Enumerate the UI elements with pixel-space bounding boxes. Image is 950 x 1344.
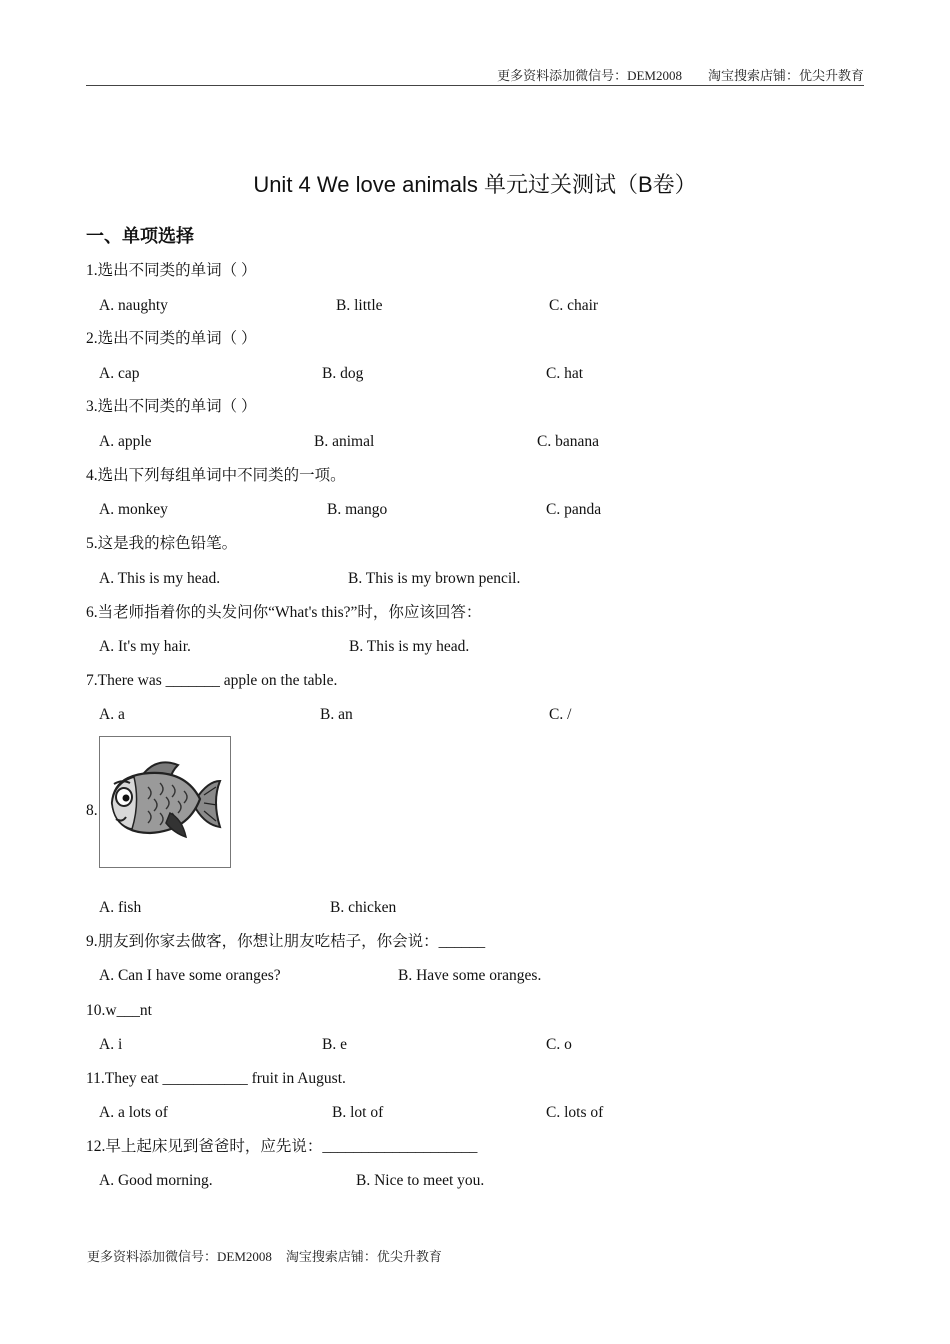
q12-option-a[interactable]: A. Good morning. — [99, 1172, 213, 1189]
q3-option-c[interactable]: C. banana — [537, 433, 599, 450]
q10-option-a[interactable]: A. i — [99, 1036, 123, 1053]
q11-option-c[interactable]: C. lots of — [546, 1104, 604, 1121]
q1-option-b[interactable]: B. little — [336, 297, 383, 314]
header-wechat: 更多资料添加微信号：DEM2008 — [497, 68, 682, 83]
q11-option-b[interactable]: B. lot of — [332, 1104, 384, 1121]
q7-option-b[interactable]: B. an — [320, 706, 353, 723]
q4-option-a[interactable]: A. monkey — [99, 501, 168, 518]
q5-option-b[interactable]: B. This is my brown pencil. — [348, 570, 521, 587]
q9-option-b[interactable]: B. Have some oranges. — [398, 967, 542, 984]
q4-option-c[interactable]: C. panda — [546, 501, 602, 518]
question-11: 11.They eat ___________ fruit in August. — [86, 1070, 346, 1087]
q3-option-b[interactable]: B. animal — [314, 433, 375, 450]
question-8: 8. — [86, 802, 98, 819]
q12-option-b[interactable]: B. Nice to meet you. — [356, 1172, 485, 1189]
q4-option-b[interactable]: B. mango — [327, 501, 388, 518]
question-12: 12.早上起床见到爸爸时，应先说：____________________ — [86, 1138, 478, 1155]
question-9: 9.朋友到你家去做客，你想让朋友吃桔子，你会说：______ — [86, 933, 486, 950]
question-10: 10.w___nt — [86, 1002, 152, 1019]
footer-shop: 淘宝搜索店铺：优尖升教育 — [285, 1249, 442, 1264]
question-3: 3.选出不同类的单词（ ） — [86, 398, 257, 415]
q8-option-b[interactable]: B. chicken — [330, 899, 397, 916]
header-shop: 淘宝搜索店铺：优尖升教育 — [707, 68, 864, 83]
q11-option-a[interactable]: A. a lots of — [99, 1104, 168, 1121]
q6-option-b[interactable]: B. This is my head. — [349, 638, 470, 655]
q5-option-a[interactable]: A. This is my head. — [99, 570, 221, 587]
q2-option-c[interactable]: C. hat — [546, 365, 584, 382]
q2-option-a[interactable]: A. cap — [99, 365, 140, 382]
q10-option-b[interactable]: B. e — [322, 1036, 347, 1053]
question-2: 2.选出不同类的单词（ ） — [86, 330, 257, 347]
section-title: 一、单项选择 — [86, 226, 194, 247]
q10-option-c[interactable]: C. o — [546, 1036, 572, 1053]
q8-option-a[interactable]: A. fish — [99, 899, 142, 916]
question-7: 7.There was _______ apple on the table. — [86, 672, 338, 689]
fish-picture — [99, 736, 231, 868]
footer-wechat: 更多资料添加微信号：DEM2008 — [87, 1249, 272, 1264]
question-5: 5.这是我的棕色铅笔。 — [86, 535, 238, 552]
q2-option-b[interactable]: B. dog — [322, 365, 364, 382]
q9-option-a[interactable]: A. Can I have some oranges? — [99, 967, 281, 984]
question-1: 1.选出不同类的单词（ ） — [86, 262, 257, 279]
fish-icon — [100, 737, 230, 867]
page-title: Unit 4 We love animals 单元过关测试（B卷） — [253, 172, 697, 197]
page-header — [86, 66, 864, 86]
page-footer — [87, 1246, 442, 1265]
q1-option-c[interactable]: C. chair — [549, 297, 599, 314]
q7-option-a[interactable]: A. a — [99, 706, 125, 723]
question-4: 4.选出下列每组单词中不同类的一项。 — [86, 467, 346, 484]
q3-option-a[interactable]: A. apple — [99, 433, 152, 450]
q1-option-a[interactable]: A. naughty — [99, 297, 168, 314]
question-6: 6.当老师指着你的头发问你“What's this?”时，你应该回答： — [86, 604, 482, 621]
q6-option-a[interactable]: A. It's my hair. — [99, 638, 191, 655]
q7-option-c[interactable]: C. / — [549, 706, 572, 723]
